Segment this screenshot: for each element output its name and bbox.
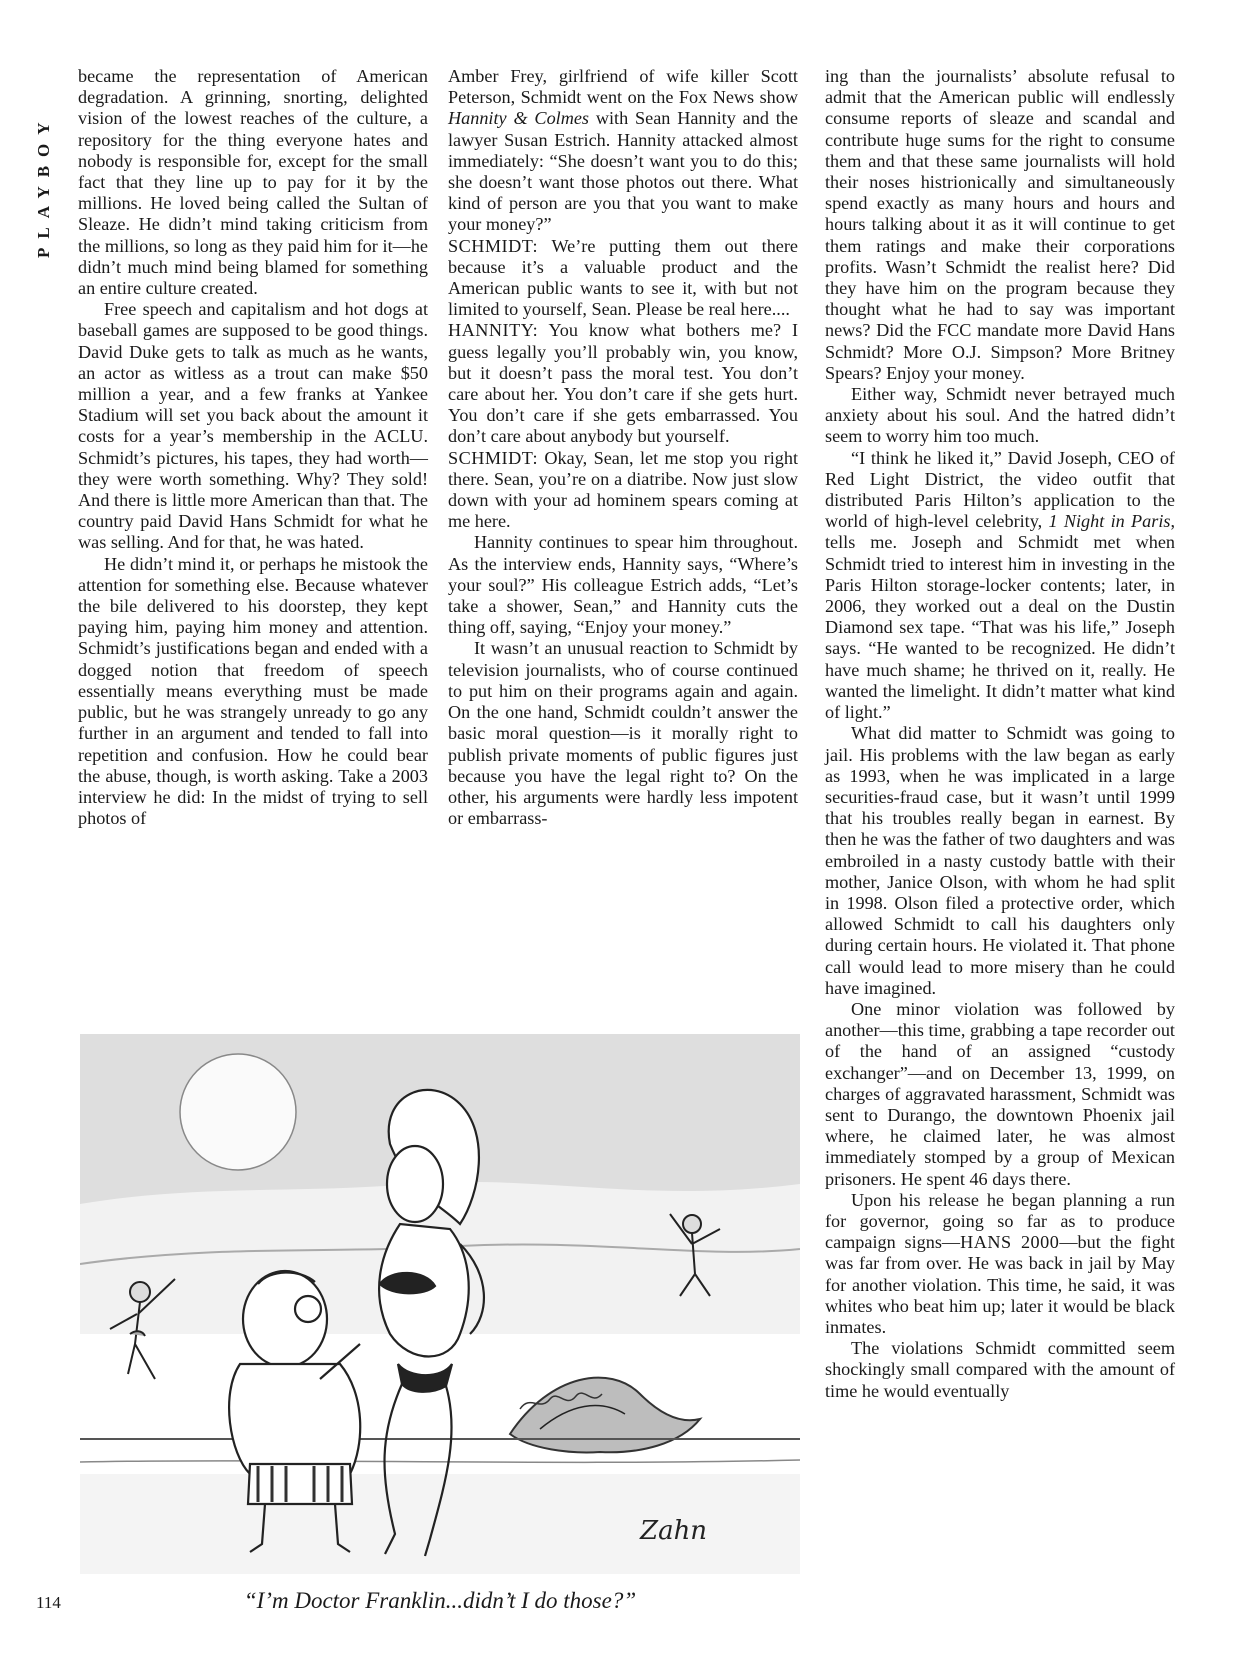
text-run: , tells me. Joseph and Schmidt met when Schmidt tried to interest him in investing in the Paris Hilton storage-locker contents; later, in 2006, they worked out a deal on the Dustin Diamond sex tape. “That was his life,” Joseph says. “He wanted to be recognized. He didn’t have much shame; he thrived on it, really. He wanted the limelight. It didn’t matter what kind of light.” [825, 511, 1175, 723]
speaker-label: HANNITY: [448, 320, 539, 341]
paragraph [448, 66, 798, 236]
paragraph: He didn’t mind it, or perhaps he mistook the attention for something else. Because whatever the bile delivered to his doorstep, they kept paying him, paying him money and attention. Schmidt’s justifications began and ended with a dogged notion that freedom of speech essentially means everything must be made public, but he was strangely unready to go any further in an argument and tended to fall into repetition and confusion. How he could bear the abuse, though, is worth asking. Take a 2003 interview he did: In the midst of trying to sell photos of [78, 553, 428, 829]
cartoon-caption: “I’m Doctor Franklin...didn’t I do those?” [243, 1588, 637, 1613]
text-run: “I think he liked it,” David Joseph, CEO of Red Light District, the video outfit that distributed Paris Hilton’s application to the world of high-level celebrity, [825, 447, 1175, 532]
text-run: with Sean Hannity and the lawyer Susan Estrich. Hannity attacked almost immediately: “She doesn’t want you to do this; she doesn’t want those photos out there. What kind of person are you that you want to make your money?” [448, 108, 798, 235]
speaker-label: SCHMIDT: [448, 447, 538, 468]
text-run: We’re putting them out there because it’s a valuable product and the American public wants to see it, with but not limited to yourself, Sean. Please be real here.... [448, 235, 798, 320]
paragraph: One minor violation was followed by another—this time, grabbing a tape recorder out of the hand of an assigned “custody exchanger”—and on December 13, 1999, on charges of aggravated harassment, Schmidt was sent to Durango, the downtown Phoenix jail where, he claimed later, he was almost immediately stomped by a group of Mexican prisoners. He spent 46 days there. [825, 998, 1175, 1189]
masthead-text: PLAYBOY [34, 113, 53, 258]
paragraph: ing than the journalists’ absolute refusal to admit that the American public will endlessly consume reports of sleaze and scandal and contribute huge sums for the right to consume them and that these same journalists will hold their noses histrionically and simultaneously spend exactly as many hours and hours and hours talking about it as it will continue to get them ratings and make their corporations profits. Wasn’t Schmidt the realist here? Did they have him on the program because they thought what he had to say was important news? Did the FCC mandate more David Hans Schmidt? More O.J. Simpson? More Britney Spears? Enjoy your money. [825, 66, 1175, 383]
text-run: Okay, Sean, let me stop you right there. Sean, you’re on a diatribe. Now just slow down with your ad hominem spears coming at me here. [448, 447, 798, 532]
paragraph: It wasn’t an unusual reaction to Schmidt by television journalists, who of course continued to put him on their programs again and again. On the one hand, Schmidt couldn’t answer the basic moral question—is it morally right to publish private moments of public figures just because you have the legal right to? On the other, his arguments were hardly less impotent or embarrass- [448, 638, 798, 829]
paragraph: became the representation of American degradation. A grinning, snorting, delighted vision of the lowest reaches of the culture, a repository for the thing everyone hates and nobody is responsible for, except for the small fact that they line up to pay for it by the millions. He loved being called the Sultan of Sleaze. He didn’t mind taking criticism from the millions, so long as they paid him for it—he didn’t much mind being blamed for something an entire culture created. [78, 66, 428, 299]
beach-cartoon [80, 1034, 800, 1574]
text-run: Upon his release he began planning a run for governor, going so far as to produce campaign signs— [825, 1189, 1175, 1253]
text-run: —but the fight was far from over. He was back in jail by May for another violation. This time, he said, it was whites who beat him up; later it would be black inmates. [825, 1232, 1175, 1337]
page-number: 114 [36, 1593, 61, 1612]
column-2 [448, 66, 798, 829]
paragraph: Hannity continues to spear him throughout. As the interview ends, Hannity says, “Where’s your soul?” His colleague Estrich adds, “Let’s take a shower, Sean,” and Hannity cuts the thing off, saying, “Enjoy your money.” [448, 532, 798, 638]
dialogue-line [448, 320, 798, 447]
masthead-vertical [30, 62, 60, 262]
dialogue-line [448, 236, 798, 321]
speaker-label: SCHMIDT: [448, 235, 538, 256]
paragraph: Free speech and capitalism and hot dogs at baseball games are supposed to be good things. David Duke gets to talk as much as he wants, an actor as witless as a trout can make $50 million a year, and a few franks at Yankee Stadium will set you back about the amount it costs for a year’s membership in the ACLU. Schmidt’s pictures, his tapes, they had worth—they were worth something. Why? They sold! And there is little more American than that. The country paid David Hans Schmidt for what he was selling. And for that, he was hated. [78, 299, 428, 553]
paragraph: The violations Schmidt committed seem shockingly small compared with the amount of time he would eventually [825, 1338, 1175, 1401]
dialogue-line [448, 448, 798, 533]
text-run: Amber Frey, girlfriend of wife killer Scott Peterson, Schmidt went on the Fox News show [448, 66, 798, 108]
paragraph [825, 448, 1175, 724]
film-title: 1 Night in Paris [1048, 511, 1171, 532]
campaign-sign-text: HANS 2000 [960, 1232, 1060, 1253]
paragraph: Either way, Schmidt never betrayed much anxiety about his soul. And the hatred didn’t seem to worry him too much. [825, 384, 1175, 447]
paragraph: What did matter to Schmidt was going to jail. His problems with the law began as early as 1993, when he was implicated in a large securities-fraud case, but it wasn’t until 1999 that his troubles really began in earnest. By then he was the father of two daughters and was embroiled in a nasty custody battle with their mother, Janice Olson, with whom he had split in 1998. Olson filed a protective order, which allowed Schmidt to call his daughters only during certain hours. He violated it. That phone call would lead to more misery than he could have imagined. [825, 723, 1175, 998]
text-run: You know what bothers me? I guess legally you’ll probably win, you know, but it doesn’t pass the moral test. You don’t care about her. You don’t care if she gets hurt. You don’t care if she gets embarrassed. You don’t care about anybody but yourself. [448, 320, 798, 447]
artist-signature: Zahn [640, 1516, 708, 1546]
column-1 [78, 66, 428, 829]
show-title: Hannity & Colmes [448, 108, 589, 129]
moon-shape [180, 1054, 296, 1170]
paragraph [825, 1190, 1175, 1338]
column-3 [825, 66, 1175, 1402]
